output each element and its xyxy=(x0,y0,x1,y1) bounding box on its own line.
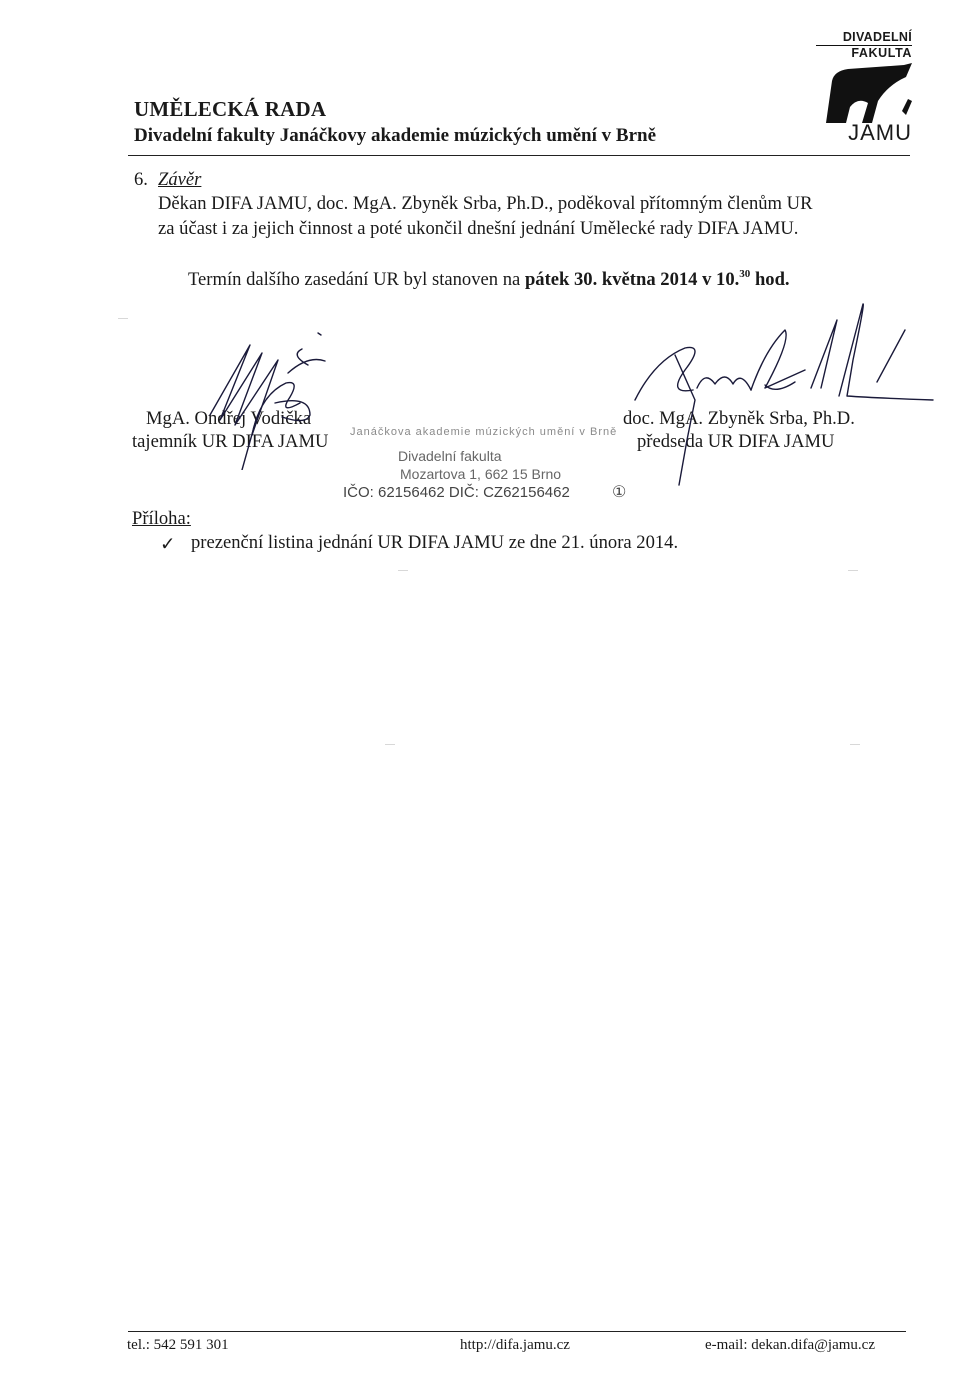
section-number: 6. xyxy=(134,169,148,190)
section-heading: Závěr xyxy=(158,169,202,190)
next-meeting-prefix: Termín dalšího zasedání UR byl stanoven na xyxy=(188,269,521,290)
logo-figure-icon xyxy=(818,63,912,123)
footer-website-link[interactable]: http://difa.jamu.cz xyxy=(460,1337,570,1353)
next-meeting-sentence xyxy=(188,268,790,291)
scan-mark xyxy=(398,570,408,571)
chair-role: předseda UR DIFA JAMU xyxy=(637,431,835,452)
scan-mark xyxy=(850,744,860,745)
footer-rule xyxy=(128,1331,906,1332)
scan-mark xyxy=(848,570,858,571)
secretary-role: tajemník UR DIFA JAMU xyxy=(132,431,329,452)
scan-mark xyxy=(118,318,128,319)
council-title: UMĚLECKÁ RADA xyxy=(134,97,327,121)
attachment-item: prezenční listina jednání UR DIFA JAMU ze dne 21. února 2014. xyxy=(191,532,679,553)
difa-jamu-logo xyxy=(808,30,912,155)
conclusion-line-1: Děkan DIFA JAMU, doc. MgA. Zbyněk Srba, Ph.D., poděkoval přítomným členům UR xyxy=(158,193,813,214)
secretary-signature xyxy=(190,325,340,470)
stamp-faculty-line: Divadelní fakulta xyxy=(398,448,502,464)
scan-mark xyxy=(385,744,395,745)
logo-line-jamu: JAMU xyxy=(848,120,912,145)
conclusion-line-2: za účast i za jejich činnost a poté ukončil dnešní jednání Umělecké rady DIFA JAMU. xyxy=(158,218,799,239)
stamp-academy-line: Janáčkova akademie múzických umění v Brně xyxy=(350,426,618,438)
next-meeting-suffix: hod. xyxy=(754,269,790,290)
stamp-address-line: Mozartova 1, 662 15 Brno xyxy=(400,466,562,482)
chair-name: doc. MgA. Zbyněk Srba, Ph.D. xyxy=(623,408,855,429)
faculty-subtitle: Divadelní fakulty Janáčkovy akademie múzických umění v Brně xyxy=(134,125,656,146)
logo-line-divadelni: DIVADELNÍ xyxy=(842,30,912,44)
header-rule xyxy=(128,155,910,156)
secretary-name: MgA. Ondřej Vodička xyxy=(146,408,312,429)
footer-email-link[interactable]: e-mail: dekan.difa@jamu.cz xyxy=(705,1337,875,1353)
attachment-label: Příloha: xyxy=(132,508,191,529)
stamp-ids-line: IČO: 62156462 DIČ: CZ62156462 xyxy=(343,484,570,501)
chair-signature xyxy=(615,300,935,495)
stamp-number-mark: ① xyxy=(612,484,627,501)
next-meeting-minutes: 30 xyxy=(739,268,751,280)
checkmark-icon: ✓ xyxy=(160,534,176,555)
next-meeting-date: pátek 30. května 2014 v 10. xyxy=(524,269,740,290)
logo-line-fakulta: FAKULTA xyxy=(851,46,912,60)
footer-phone: tel.: 542 591 301 xyxy=(127,1337,229,1353)
